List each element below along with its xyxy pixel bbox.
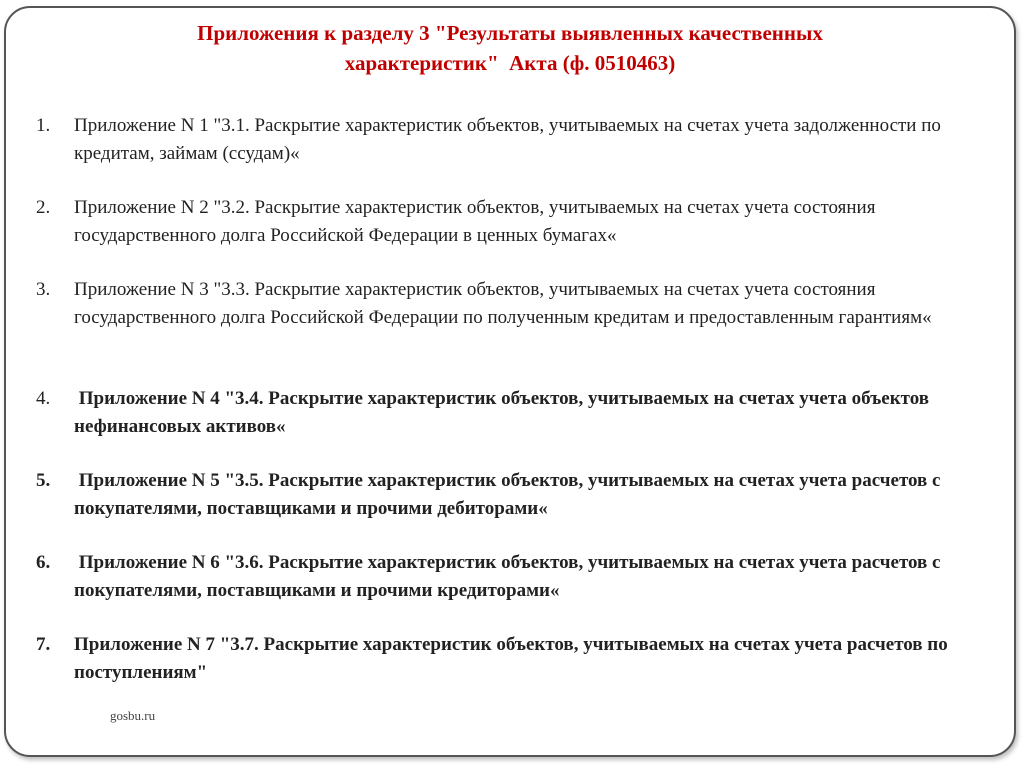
title-line-1: Приложения к разделу 3 "Результаты выявленных качественных [197,21,823,45]
list-item-4 [36,385,956,441]
list-item-3 [36,276,956,332]
list-item-number: 6. [36,552,51,573]
list-item-text: Приложение N 2 "3.2. Раскрытие характеристик объектов, учитываемых на счетах учета состояния государственного долга Российской Федерации в ценных бумагах« [74,197,881,246]
list-item-text: Приложение N 1 "3.1. Раскрытие характеристик объектов, учитываемых на счетах учета задолженности по кредитам, займам (ссудам)« [74,115,946,164]
list-item-2 [36,194,956,250]
list-item-text: Приложение N 7 "3.7. Раскрытие характеристик объектов, учитываемых на счетах учета расчетов по поступлениям" [74,634,953,683]
list-item-number: 1. [36,115,51,136]
list-item-number: 3. [36,279,51,300]
list-item-5 [36,467,956,523]
list-item-number: 4. [36,388,51,409]
list-item-text: Приложение N 5 "3.5. Раскрытие характеристик объектов, учитываемых на счетах учета расчетов с покупателями, поставщиками и прочими дебиторами« [74,470,946,519]
list-item-7 [36,631,956,687]
footer-source: gosbu.ru [110,708,156,723]
list-item-text: Приложение N 3 "3.3. Раскрытие характеристик объектов, учитываемых на счетах учета состояния государственного долга Российской Федерации по полученным кредитам и предоставленным гарантиям« [74,279,932,328]
title-line-2: характеристик" Акта (ф. 0510463) [344,51,676,75]
list-item-number: 7. [36,634,51,655]
slide-title [60,18,960,78]
list-item-6 [36,549,956,605]
list-item-1 [36,112,956,168]
list-item-text: Приложение N 6 "3.6. Раскрытие характеристик объектов, учитываемых на счетах учета расчетов с покупателями, поставщиками и прочими кредиторами« [74,552,946,601]
list-item-number: 2. [36,197,51,218]
list-item-number: 5. [36,470,51,491]
list-item-text: Приложение N 4 "3.4. Раскрытие характеристик объектов, учитываемых на счетах учета объектов нефинансовых активов« [74,388,934,437]
